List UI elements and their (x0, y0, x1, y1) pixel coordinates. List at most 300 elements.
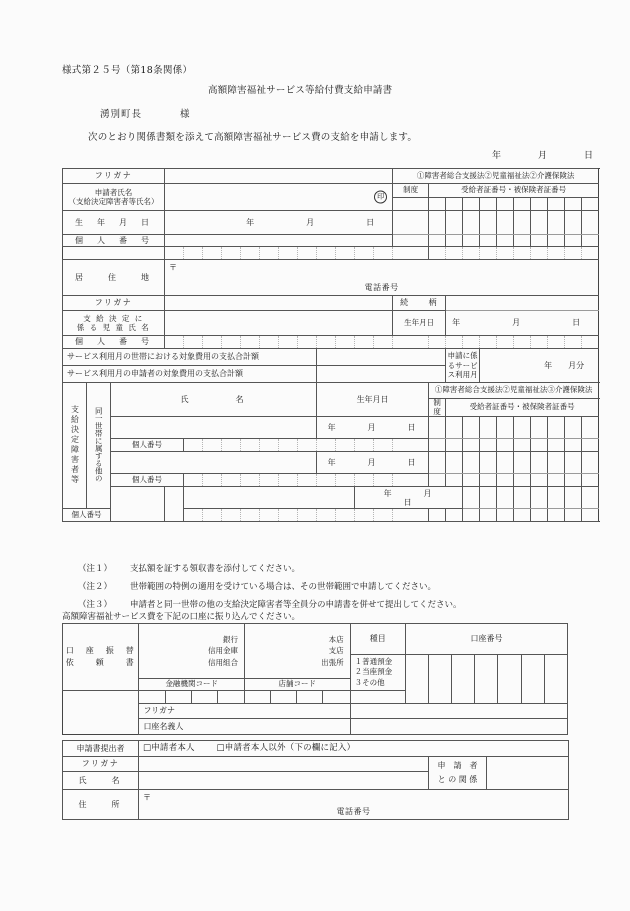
bank-transfer-lead: 高額障害福祉サービス費を下記の口座に振り込んでください。 (62, 612, 301, 622)
label-laws-member: ①障害者総合支援法②児童福祉法③介護保険法 (429, 383, 599, 399)
checkbox-applicant-other[interactable]: □申請者本人以外（下の欄に記入） (216, 742, 356, 753)
field-member-mynumber-digit[interactable] (355, 509, 374, 522)
note-3-number: （注３） (78, 600, 113, 610)
note-1-text: 支払額を証する領収書を添付してください。 (130, 564, 301, 574)
note-1-number: （注１） (78, 564, 113, 574)
label-furigana-child: フリガナ (63, 296, 165, 311)
field-institution-code-digit[interactable] (217, 691, 244, 704)
field-member-system[interactable] (429, 474, 446, 487)
label-applicant-total: サービス利用月の申請者の対象費用の支払合計額 (63, 366, 317, 383)
postal-mark-icon: 〒 (169, 263, 178, 272)
field-mynumber-digit[interactable] (463, 247, 480, 260)
field-member-recipient-digit[interactable] (480, 487, 497, 509)
field-member-recipient-digit[interactable] (548, 452, 565, 474)
field-recipient-digit[interactable] (582, 235, 599, 247)
field-member-mynumber-digit[interactable] (203, 439, 222, 452)
field-mynumber-child-digit[interactable] (446, 336, 463, 349)
field-member-recipient-digit[interactable] (565, 509, 582, 522)
field-mynumber-digit[interactable] (165, 247, 184, 260)
field-recipient-digit[interactable] (582, 198, 599, 211)
field-member-name[interactable] (111, 417, 317, 439)
field-member-recipient-digit[interactable] (548, 509, 565, 522)
seal-icon: 印 (374, 191, 387, 204)
label-submitter: 申請書提出者 (63, 741, 139, 757)
field-institution-code-digit[interactable] (191, 691, 217, 704)
field-member-mynumber-digit[interactable] (184, 439, 203, 452)
field-recipient-digit[interactable] (446, 235, 463, 247)
field-mynumber-digit[interactable] (279, 247, 298, 260)
field-member-mynumber-digit[interactable] (336, 509, 355, 522)
label-bank-type-bank: 銀行 (223, 635, 239, 645)
field-recipient-digit[interactable] (497, 198, 514, 211)
label-vertical-decision-person-text: 支給決定障害者等 (70, 404, 80, 485)
field-member-mynumber-digit[interactable] (393, 509, 429, 522)
field-member-mynumber-digit[interactable] (374, 474, 393, 487)
label-applicant-name-sub: （支給決定障害者等氏名） (68, 197, 159, 206)
field-mynumber-child-digit[interactable] (463, 336, 480, 349)
field-account-number-digit[interactable] (521, 655, 544, 704)
field-member-recipient-digit[interactable] (514, 417, 531, 439)
field-member-recipient-digit[interactable] (463, 439, 480, 452)
field-member-mynumber-digit[interactable] (298, 439, 317, 452)
field-mynumber-digit[interactable] (241, 247, 260, 260)
field-recipient-digit[interactable] (514, 235, 531, 247)
label-my-number-applicant: 個 人 番 号 (63, 235, 165, 247)
label-recipient-number-member: 受給者証番号・被保険者証番号 (446, 399, 599, 417)
field-mynumber-child-digit[interactable] (336, 336, 355, 349)
spacer-bank-left-2 (63, 704, 139, 719)
field-my-number-applicant-spacer (165, 235, 393, 247)
field-mynumber-digit[interactable] (480, 247, 497, 260)
field-member-recipient-digit[interactable] (565, 417, 582, 439)
label-recipient-number-applicant: 受給者証番号・被保険者証番号 (429, 184, 599, 198)
field-member-recipient-digit[interactable] (582, 474, 599, 487)
field-member-recipient-digit[interactable] (565, 439, 582, 452)
label-relation: 続 柄 (393, 296, 446, 311)
label-bank-transfer-l1: 口 座 振 替 (65, 646, 136, 655)
label-branch-code: 店舗コード (245, 679, 351, 691)
field-member-recipient-digit[interactable] (565, 487, 582, 509)
field-recipient-digit[interactable] (480, 235, 497, 247)
field-mynumber-child-digit[interactable] (374, 336, 393, 349)
field-recipient-digit[interactable] (582, 211, 599, 235)
label-relation-l2: と の 関 係 (437, 775, 478, 784)
field-member-mynumber-digit[interactable] (355, 439, 374, 452)
field-member-mynumber-digit[interactable] (393, 474, 429, 487)
field-member-birth[interactable]: 年 月 日 (317, 452, 429, 474)
note-2-number: （注２） (78, 582, 113, 592)
label-branch-shiten: 支店 (328, 646, 344, 656)
field-member-mynumber-digit[interactable] (222, 474, 241, 487)
field-member-birth[interactable]: 年 月 日 (355, 487, 463, 509)
field-mynumber-child-digit[interactable] (582, 336, 599, 349)
addressee: 湧別町長 (100, 109, 143, 120)
field-member-recipient-digit[interactable] (497, 452, 514, 474)
field-member-mynumber-digit[interactable] (317, 509, 336, 522)
field-member-mynumber-digit[interactable] (336, 439, 355, 452)
label-institution-code: 金融機関コード (139, 679, 245, 691)
note-2-text: 世帯範囲の特例の適用を受けている場合は、その世帯範囲で申請してください。 (130, 582, 437, 592)
field-account-number-digit[interactable] (498, 655, 521, 704)
label-applicant-name-main: 申請者氏名 (94, 187, 133, 197)
submission-date-line: 年 月 日 (492, 151, 608, 161)
field-mynumber-digit[interactable] (531, 247, 548, 260)
field-member-system[interactable] (429, 509, 446, 522)
label-bank-transfer-l2: 依 頼 書 (65, 658, 136, 667)
field-member-mynumber-digit[interactable] (184, 509, 203, 522)
label-my-number-child: 個 人 番 号 (63, 336, 165, 349)
field-branch-code-digit[interactable] (271, 691, 297, 704)
field-bank-institution[interactable] (139, 624, 245, 679)
field-household-total[interactable] (317, 349, 446, 366)
field-recipient-digit[interactable] (565, 211, 582, 235)
label-branch-shucchojo: 出張所 (321, 657, 344, 667)
field-member-mynumber-digit[interactable] (279, 439, 298, 452)
label-member-name-col: 氏 名 (111, 383, 317, 417)
field-mynumber-child-digit[interactable] (317, 336, 336, 349)
field-member-mynumber-digit[interactable] (260, 439, 279, 452)
field-mynumber-digit[interactable] (548, 247, 565, 260)
field-member-recipient-digit[interactable] (446, 474, 463, 487)
field-mynumber-digit[interactable] (336, 247, 355, 260)
field-bank-branch[interactable] (245, 624, 351, 679)
field-member-recipient-digit[interactable] (463, 417, 480, 439)
spacer-kind (350, 691, 405, 704)
field-member-recipient-digit[interactable] (548, 487, 565, 509)
label-tel-residence: 電話番号 (364, 282, 399, 292)
field-member-recipient-digit[interactable] (463, 452, 480, 474)
field-branch-code-digit[interactable] (323, 691, 350, 704)
field-member-recipient-digit[interactable] (531, 487, 548, 509)
field-member-mynumber-digit[interactable] (355, 474, 374, 487)
field-mynumber-digit[interactable] (497, 247, 514, 260)
page-title: 高額障害福祉サービス等給付費支給申請書 (208, 85, 393, 96)
field-mynumber-digit[interactable] (184, 247, 203, 260)
label-submitter-address: 住 所 (63, 790, 139, 820)
field-member-mynumber-digit[interactable] (317, 439, 336, 452)
lead-sentence: 次のとおり関係書類を添えて高額障害福祉サービス費の支給を申請します。 (88, 132, 418, 143)
field-member-mynumber-digit[interactable] (279, 474, 298, 487)
field-furigana-applicant[interactable] (165, 169, 393, 184)
field-service-month[interactable]: 年 月分 (480, 349, 599, 383)
field-member-recipient-digit[interactable] (582, 509, 599, 522)
field-member-recipient-digit[interactable] (497, 417, 514, 439)
field-mynumber-child-digit[interactable] (531, 336, 548, 349)
field-member-recipient-digit[interactable] (480, 474, 497, 487)
field-recipient-digit[interactable] (548, 211, 565, 235)
field-account-kind[interactable] (350, 655, 405, 691)
field-account-holder[interactable] (350, 719, 567, 735)
field-branch-code-digit[interactable] (297, 691, 323, 704)
field-member-mynumber-digit[interactable] (279, 509, 298, 522)
field-member-recipient-digit[interactable] (480, 509, 497, 522)
field-member-recipient-digit[interactable] (463, 509, 480, 522)
field-member-name[interactable] (184, 487, 355, 509)
field-mynumber-child-digit[interactable] (548, 336, 565, 349)
addressee-honorific: 様 (180, 109, 190, 120)
note-3-text: 申請者と同一世帯の他の支給決定障害者等全員分の申請書を併せて提出してください。 (130, 600, 462, 610)
postal-mark-icon: 〒 (143, 793, 151, 802)
checkbox-applicant-self[interactable]: □申請者本人 (143, 742, 195, 753)
label-service-month-l1: 申請に係 (447, 351, 478, 361)
field-system-applicant-2[interactable] (393, 211, 429, 235)
field-recipient-digit[interactable] (531, 198, 548, 211)
field-mynumber-digit[interactable] (393, 247, 429, 260)
field-member-recipient-digit[interactable] (514, 452, 531, 474)
field-member-mynumber-digit[interactable] (203, 509, 222, 522)
field-member-mynumber-digit[interactable] (393, 439, 429, 452)
label-child-name-l2: 係 る 児 童 氏 名 (76, 323, 151, 332)
field-relation[interactable] (446, 296, 599, 311)
field-member-mynumber-digit[interactable] (184, 474, 203, 487)
option-ordinary-deposit[interactable]: １普通預金 (354, 657, 393, 667)
label-member-birth-col: 生年月日 (317, 383, 429, 417)
field-recipient-digit[interactable] (463, 235, 480, 247)
field-mynumber-digit[interactable] (565, 247, 582, 260)
field-member-recipient-digit[interactable] (463, 474, 480, 487)
field-member-recipient-digit[interactable] (531, 417, 548, 439)
field-mynumber-digit[interactable] (514, 247, 531, 260)
field-recipient-digit[interactable] (531, 235, 548, 247)
option-current-deposit[interactable]: ２当座預金 (354, 667, 393, 677)
label-system-member: 制 度 (429, 399, 446, 417)
label-vertical-same-household-text: 同一世帯に属する他の (94, 407, 104, 483)
spacer-bank-left-3 (63, 719, 139, 735)
label-relation-to-applicant (429, 757, 487, 790)
label-account-kind: 種目 (350, 624, 405, 655)
bank-transfer-table (62, 623, 568, 735)
field-member-mynumber-digit[interactable] (298, 474, 317, 487)
field-account-number-digit[interactable] (544, 655, 567, 704)
field-mynumber-digit[interactable] (222, 247, 241, 260)
field-institution-code-digit[interactable] (165, 691, 191, 704)
field-member-recipient-digit[interactable] (480, 452, 497, 474)
label-applicant-name (63, 184, 165, 211)
field-member-recipient-digit[interactable] (582, 417, 599, 439)
field-submitter-address[interactable] (139, 790, 569, 820)
field-member-recipient-digit[interactable] (480, 417, 497, 439)
field-recipient-digit[interactable] (446, 198, 463, 211)
field-recipient-digit[interactable] (446, 211, 463, 235)
field-member-mynumber-digit[interactable] (260, 509, 279, 522)
label-bank-transfer-request (63, 624, 139, 691)
field-child-birth-date[interactable]: 年 月 日 (446, 311, 599, 336)
field-recipient-digit[interactable] (429, 235, 446, 247)
label-submitter-name: 氏 名 (63, 772, 139, 790)
label-tel-submitter: 電話番号 (336, 806, 371, 816)
field-member-recipient-digit[interactable] (480, 439, 497, 452)
field-mynumber-child-digit[interactable] (298, 336, 317, 349)
label-bank-type-shinkin: 信用金庫 (208, 646, 239, 656)
field-recipient-digit[interactable] (480, 211, 497, 235)
field-mynumber-child-digit[interactable] (241, 336, 260, 349)
spacer-left (63, 247, 165, 260)
field-member-system[interactable] (429, 439, 446, 452)
field-mynumber-child-digit[interactable] (565, 336, 582, 349)
field-recipient-digit[interactable] (514, 211, 531, 235)
field-institution-code-digit[interactable] (139, 691, 165, 704)
field-mynumber-child-digit[interactable] (429, 336, 446, 349)
field-account-furigana[interactable] (350, 704, 567, 719)
field-member-system[interactable] (429, 417, 446, 439)
field-recipient-digit[interactable] (565, 198, 582, 211)
field-member-recipient-digit[interactable] (548, 474, 565, 487)
field-member-mynumber-digit[interactable] (260, 474, 279, 487)
field-recipient-digit[interactable] (429, 198, 446, 211)
field-member-mynumber-digit[interactable] (203, 474, 222, 487)
field-mynumber-child-digit[interactable] (260, 336, 279, 349)
field-mynumber-digit[interactable] (582, 247, 599, 260)
field-branch-code-digit[interactable] (245, 691, 271, 704)
field-member-recipient-digit[interactable] (446, 509, 463, 522)
field-recipient-digit[interactable] (548, 235, 565, 247)
submitter-table (62, 740, 569, 820)
field-relation-to-applicant[interactable] (487, 757, 569, 790)
field-mynumber-digit[interactable] (203, 247, 222, 260)
field-recipient-digit[interactable] (463, 211, 480, 235)
field-submitter-options[interactable] (139, 741, 569, 757)
field-mynumber-digit[interactable] (355, 247, 374, 260)
field-recipient-digit[interactable] (497, 211, 514, 235)
label-submitter-furigana: フリガナ (63, 757, 139, 772)
field-recipient-digit[interactable] (531, 211, 548, 235)
field-member-recipient-digit[interactable] (446, 452, 463, 474)
label-relation-l1: 申 請 者 (437, 761, 478, 771)
field-mynumber-child-digit[interactable] (279, 336, 298, 349)
label-vertical-decision-person (63, 383, 87, 509)
field-member-recipient-digit[interactable] (497, 487, 514, 509)
field-mynumber-child-digit[interactable] (203, 336, 222, 349)
field-recipient-digit[interactable] (514, 198, 531, 211)
label-account-holder: 口座名義人 (139, 719, 350, 735)
field-member-recipient-digit[interactable] (565, 452, 582, 474)
field-member-recipient-digit[interactable] (582, 452, 599, 474)
field-mynumber-child-digit[interactable] (514, 336, 531, 349)
field-member-mynumber-digit[interactable] (222, 509, 241, 522)
field-mynumber-digit[interactable] (298, 247, 317, 260)
field-submitter-name[interactable] (139, 772, 429, 790)
field-mynumber-child-digit[interactable] (497, 336, 514, 349)
field-account-number-digit[interactable] (429, 655, 452, 704)
field-submitter-furigana[interactable] (139, 757, 429, 772)
field-recipient-digit[interactable] (497, 235, 514, 247)
field-member-name[interactable] (111, 452, 317, 474)
field-recipient-digit[interactable] (429, 211, 446, 235)
field-furigana-child[interactable] (165, 296, 393, 311)
field-member-recipient-digit[interactable] (514, 439, 531, 452)
label-residence: 居 住 地 (63, 260, 165, 296)
field-member-mynumber-digit[interactable] (374, 439, 393, 452)
label-account-furigana: フリガナ (139, 704, 350, 719)
field-system-applicant-3[interactable] (393, 235, 429, 247)
field-mynumber-digit[interactable] (446, 247, 463, 260)
field-member-recipient-digit[interactable] (514, 474, 531, 487)
field-member-recipient-digit[interactable] (446, 417, 463, 439)
label-vertical-same-household (87, 383, 111, 509)
label-service-month-l2: るサービ (447, 360, 478, 370)
field-member-recipient-digit[interactable] (514, 487, 531, 509)
field-recipient-digit[interactable] (565, 235, 582, 247)
field-applicant-name[interactable] (165, 184, 393, 211)
field-member-mynumber-digit[interactable] (317, 474, 336, 487)
spacer-vert-left (111, 487, 165, 522)
field-member-recipient-digit[interactable] (582, 487, 599, 509)
field-account-number-digit[interactable] (475, 655, 498, 704)
field-member-recipient-digit[interactable] (531, 474, 548, 487)
label-laws-applicant: ①障害者総合支援法②児童福祉法②介護保険法 (393, 169, 599, 184)
field-member-recipient-digit[interactable] (497, 474, 514, 487)
field-recipient-digit[interactable] (480, 198, 497, 211)
option-other-deposit[interactable]: ３その他 (354, 677, 385, 687)
field-child-name[interactable] (165, 311, 393, 336)
label-system-applicant: 制度 (393, 184, 429, 198)
field-member-recipient-digit[interactable] (531, 509, 548, 522)
field-recipient-digit[interactable] (548, 198, 565, 211)
field-mynumber-digit[interactable] (317, 247, 336, 260)
field-account-number-digit[interactable] (452, 655, 475, 704)
label-member-my-number: 個人番号 (63, 509, 111, 522)
label-furigana-applicant: フリガナ (63, 169, 165, 184)
field-member-recipient-digit[interactable] (548, 439, 565, 452)
field-applicant-total[interactable] (317, 366, 446, 383)
field-member-birth[interactable]: 年 月 日 (317, 417, 429, 439)
field-mynumber-child-digit[interactable] (184, 336, 203, 349)
label-member-my-number: 個人番号 (111, 474, 184, 487)
field-member-recipient-digit[interactable] (531, 439, 548, 452)
field-member-mynumber-digit[interactable] (241, 474, 260, 487)
main-application-table (62, 168, 599, 522)
field-member-recipient-digit[interactable] (548, 417, 565, 439)
field-member-mynumber-digit[interactable] (336, 474, 355, 487)
field-account-number-digit[interactable] (405, 655, 428, 704)
field-member-recipient-digit[interactable] (514, 509, 531, 522)
field-member-mynumber-digit[interactable] (222, 439, 241, 452)
field-member-recipient-digit[interactable] (497, 509, 514, 522)
label-household-total: サービス利用月の世帯における対象費用の支払合計額 (63, 349, 317, 366)
field-mynumber-digit[interactable] (260, 247, 279, 260)
field-mynumber-child-digit[interactable] (480, 336, 497, 349)
label-child-name (63, 311, 165, 336)
field-mynumber-digit[interactable] (429, 247, 446, 260)
field-member-system[interactable] (463, 487, 480, 509)
label-bank-type-kumiai: 信用組合 (208, 657, 239, 667)
field-mynumber-child-digit[interactable] (355, 336, 374, 349)
field-member-recipient-digit[interactable] (497, 439, 514, 452)
field-recipient-digit[interactable] (463, 198, 480, 211)
field-residence[interactable] (165, 260, 599, 296)
field-system-applicant[interactable] (393, 198, 429, 211)
field-mynumber-child-digit[interactable] (165, 336, 184, 349)
field-member-recipient-digit[interactable] (446, 439, 463, 452)
field-member-recipient-digit[interactable] (582, 439, 599, 452)
field-birth-date[interactable]: 年 月 日 (165, 211, 393, 235)
label-service-month (446, 349, 480, 383)
field-member-recipient-digit[interactable] (531, 452, 548, 474)
field-mynumber-child-digit[interactable] (393, 336, 429, 349)
field-member-mynumber-digit[interactable] (241, 439, 260, 452)
label-child-name-l1: 支 給 決 定 に (83, 313, 144, 323)
spacer-vert-right (165, 487, 184, 522)
form-number: 様式第２５号（第18条関係） (62, 65, 193, 76)
field-member-recipient-digit[interactable] (565, 474, 582, 487)
field-mynumber-digit[interactable] (374, 247, 393, 260)
field-member-mynumber-digit[interactable] (298, 509, 317, 522)
field-member-mynumber-digit[interactable] (374, 509, 393, 522)
field-member-mynumber-digit[interactable] (241, 509, 260, 522)
field-member-system[interactable] (429, 452, 446, 474)
field-mynumber-child-digit[interactable] (222, 336, 241, 349)
spacer-bank-left (63, 691, 139, 704)
